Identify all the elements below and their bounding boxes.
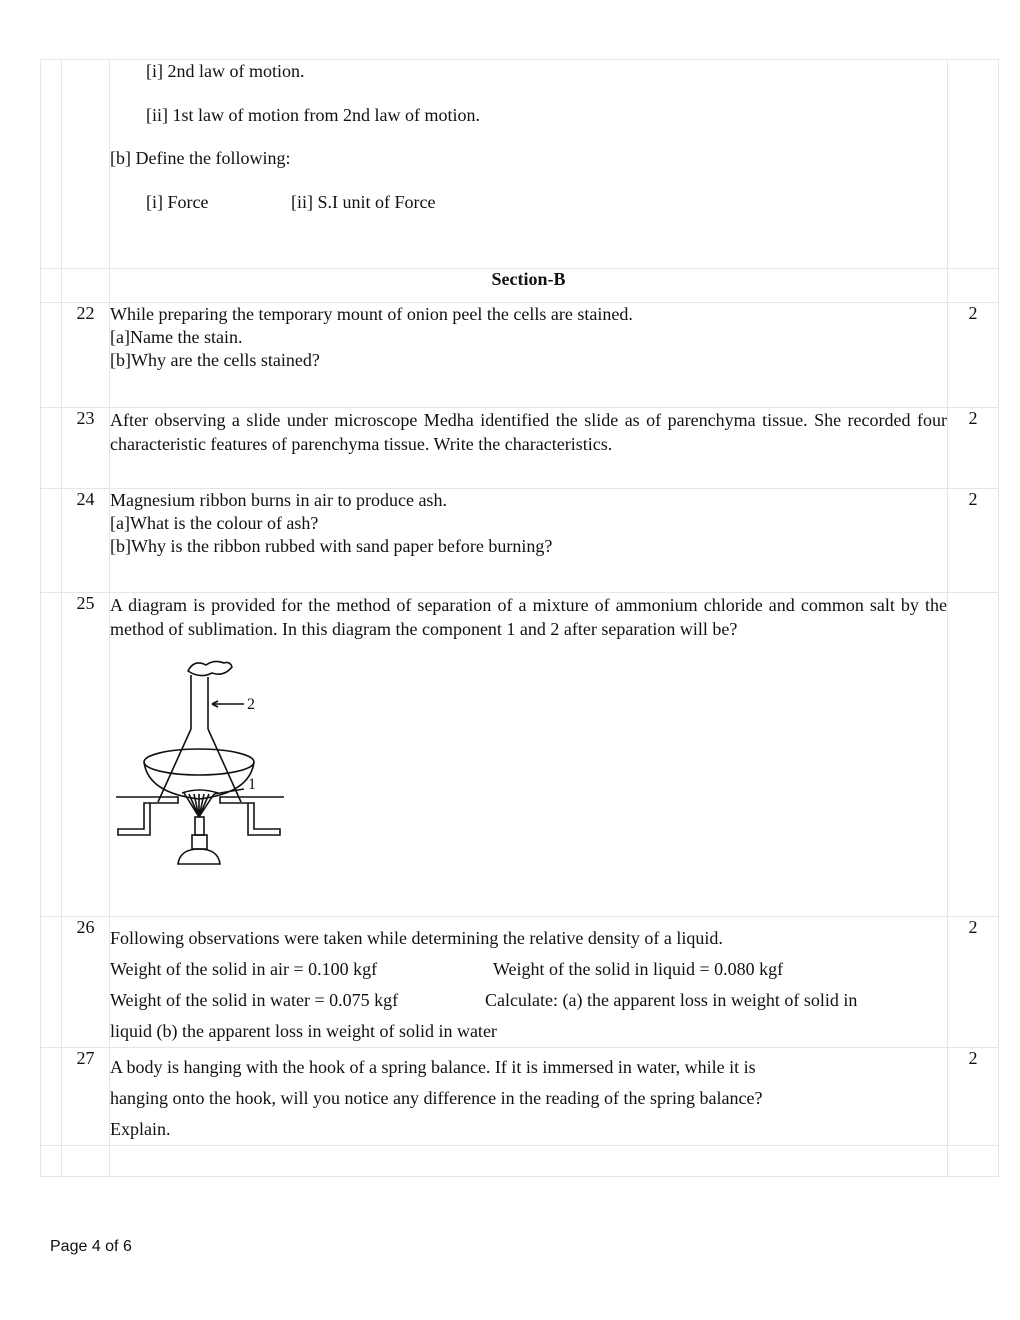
q27-line-3: Explain. <box>110 1119 171 1139</box>
q26-cell <box>110 917 948 1048</box>
section-title: Section-B <box>110 269 948 303</box>
q24-line-2: [a]What is the colour of ash? <box>110 513 319 533</box>
obs-air: Weight of the solid in air = 0.100 kgf <box>110 959 378 979</box>
q27-marks: 2 <box>948 1048 999 1146</box>
q26-number: 26 <box>62 917 110 1048</box>
sublimation-diagram <box>114 659 304 869</box>
q21-cell <box>110 60 948 269</box>
label-1-arrow <box>214 789 244 794</box>
q21-row <box>41 60 999 269</box>
calc-a: Calculate: (a) the apparent loss in weight of solid in <box>485 990 858 1010</box>
china-dish-rim <box>144 749 254 775</box>
define-si-unit: [ii] S.I unit of Force <box>291 192 436 212</box>
empty-row <box>41 1146 999 1177</box>
q26-obs-2 <box>110 985 947 1016</box>
funnel-stem <box>191 675 208 729</box>
q27-line-1: A body is hanging with the hook of a spring balance. If it is immersed in water, while it is <box>110 1057 756 1077</box>
q21-line-3: [b] Define the following: <box>110 148 291 168</box>
q26-obs-1 <box>110 954 947 985</box>
q27-cell <box>110 1048 948 1146</box>
obs-water: Weight of the solid in water = 0.075 kgf <box>110 990 399 1010</box>
cotton-plug <box>188 661 232 675</box>
q26-marks: 2 <box>948 917 999 1048</box>
q23-text: After observing a slide under microscope Medha identified the slide as of parenchyma tissue. She recorded four characteristic features of parenchyma tissue. Write the characteristics. <box>110 410 947 454</box>
question-table <box>40 59 999 1177</box>
q23-number: 23 <box>62 408 110 489</box>
q21-line-1: [i] 2nd law of motion. <box>146 61 305 81</box>
q27-row <box>41 1048 999 1146</box>
q26-calc-b: liquid (b) the apparent loss in weight of solid in water <box>110 1021 497 1041</box>
q27-line-2: hanging onto the hook, will you notice any difference in the reading of the spring balance? <box>110 1088 763 1108</box>
q22-number: 22 <box>62 303 110 408</box>
label-1: 1 <box>248 776 256 793</box>
q24-number: 24 <box>62 489 110 593</box>
q25-number: 25 <box>62 593 110 917</box>
q22-marks: 2 <box>948 303 999 408</box>
q22-line-2: [a]Name the stain. <box>110 327 243 347</box>
q24-line-3: [b]Why is the ribbon rubbed with sand paper before burning? <box>110 536 553 556</box>
section-b-row <box>41 269 999 303</box>
q26-row <box>41 917 999 1048</box>
q25-text: A diagram is provided for the method of separation of a mixture of ammonium chloride and common salt by the method of sublimation. In this diagram the component 1 and 2 after separation will be? <box>110 595 947 639</box>
q24-line-1: Magnesium ribbon burns in air to produce ash. <box>110 490 447 510</box>
q23-row <box>41 408 999 489</box>
q22-row <box>41 303 999 408</box>
q22-line-1: While preparing the temporary mount of onion peel the cells are stained. <box>110 304 633 324</box>
burner-neck <box>195 817 204 835</box>
q22-cell <box>110 303 948 408</box>
burner-body <box>192 835 207 849</box>
mixture <box>182 790 218 793</box>
q21-define-line <box>110 191 947 214</box>
q24-marks: 2 <box>948 489 999 593</box>
tripod-right <box>220 797 284 835</box>
label-2: 2 <box>247 696 255 713</box>
q27-number: 27 <box>62 1048 110 1146</box>
q21-line-2: [ii] 1st law of motion from 2nd law of motion. <box>146 105 480 125</box>
q24-cell <box>110 489 948 593</box>
define-force: [i] Force <box>146 192 209 212</box>
burner-base <box>178 849 220 864</box>
q24-row <box>41 489 999 593</box>
q25-cell <box>110 593 948 917</box>
q23-marks: 2 <box>948 408 999 489</box>
q25-row <box>41 593 999 917</box>
q22-line-3: [b]Why are the cells stained? <box>110 350 320 370</box>
tripod-left <box>116 797 178 835</box>
obs-liquid: Weight of the solid in liquid = 0.080 kgf <box>493 959 784 979</box>
page-footer: Page 4 of 6 <box>50 1238 132 1255</box>
q23-cell <box>110 408 948 489</box>
q26-intro: Following observations were taken while determining the relative density of a liquid. <box>110 928 723 948</box>
